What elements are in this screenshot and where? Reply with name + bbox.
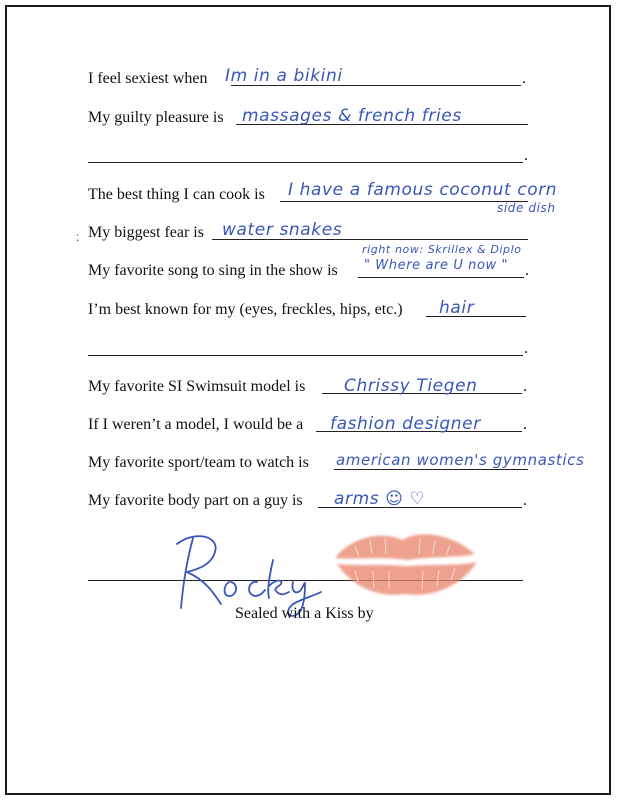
answer-handwritten: I have a famous coconut corn (288, 180, 558, 200)
period: . (525, 262, 529, 279)
question-label: If I weren’t a model, I would be a (88, 416, 304, 433)
answer-line (334, 469, 528, 470)
sealed-with-a-kiss-label: Sealed with a Kiss by (235, 605, 374, 622)
answer-handwritten: Im in a bikini (225, 66, 343, 86)
answer-handwritten-extra: side dish (497, 201, 556, 215)
answer-handwritten-extra: right now: Skrillex & Diplo (362, 243, 522, 256)
period: . (522, 70, 526, 87)
question-label: My favorite song to sing in the show is (88, 262, 338, 279)
answer-handwritten: arms ☺ ♡ (334, 489, 426, 509)
period: . (523, 492, 527, 509)
answer-handwritten: water snakes (222, 220, 343, 240)
question-label: My favorite sport/team to watch is (88, 454, 309, 471)
answer-handwritten: massages & french fries (242, 106, 462, 126)
lipstick-kiss-image (325, 520, 490, 605)
answer-handwritten: hair (439, 298, 475, 318)
question-label: My favorite SI Swimsuit model is (88, 378, 306, 395)
answer-line (88, 162, 523, 163)
period: . (524, 147, 528, 164)
answer-handwritten: fashion designer (330, 414, 481, 434)
question-label: I feel sexiest when (88, 70, 208, 87)
question-label: My favorite body part on a guy is (88, 492, 303, 509)
continuation-row (88, 145, 528, 169)
period: . (523, 378, 527, 395)
question-label: My guilty pleasure is (88, 109, 224, 126)
margin-mark: : (76, 230, 80, 244)
answer-handwritten: " Where are U now " (364, 258, 509, 273)
answer-handwritten: Chrissy Tiegen (344, 376, 478, 396)
period: . (523, 416, 527, 433)
answer-line (88, 355, 523, 356)
question-label: My biggest fear is (88, 224, 204, 241)
question-row-body-part (88, 490, 528, 514)
answer-line (358, 277, 524, 278)
answer-line (280, 201, 528, 202)
continuation-row (88, 338, 528, 362)
period: . (524, 340, 528, 357)
answer-handwritten: american women's gymnastics (336, 451, 585, 469)
question-label: The best thing I can cook is (88, 186, 265, 203)
question-label: I’m best known for my (eyes, freckles, hips, etc.) (88, 301, 403, 318)
